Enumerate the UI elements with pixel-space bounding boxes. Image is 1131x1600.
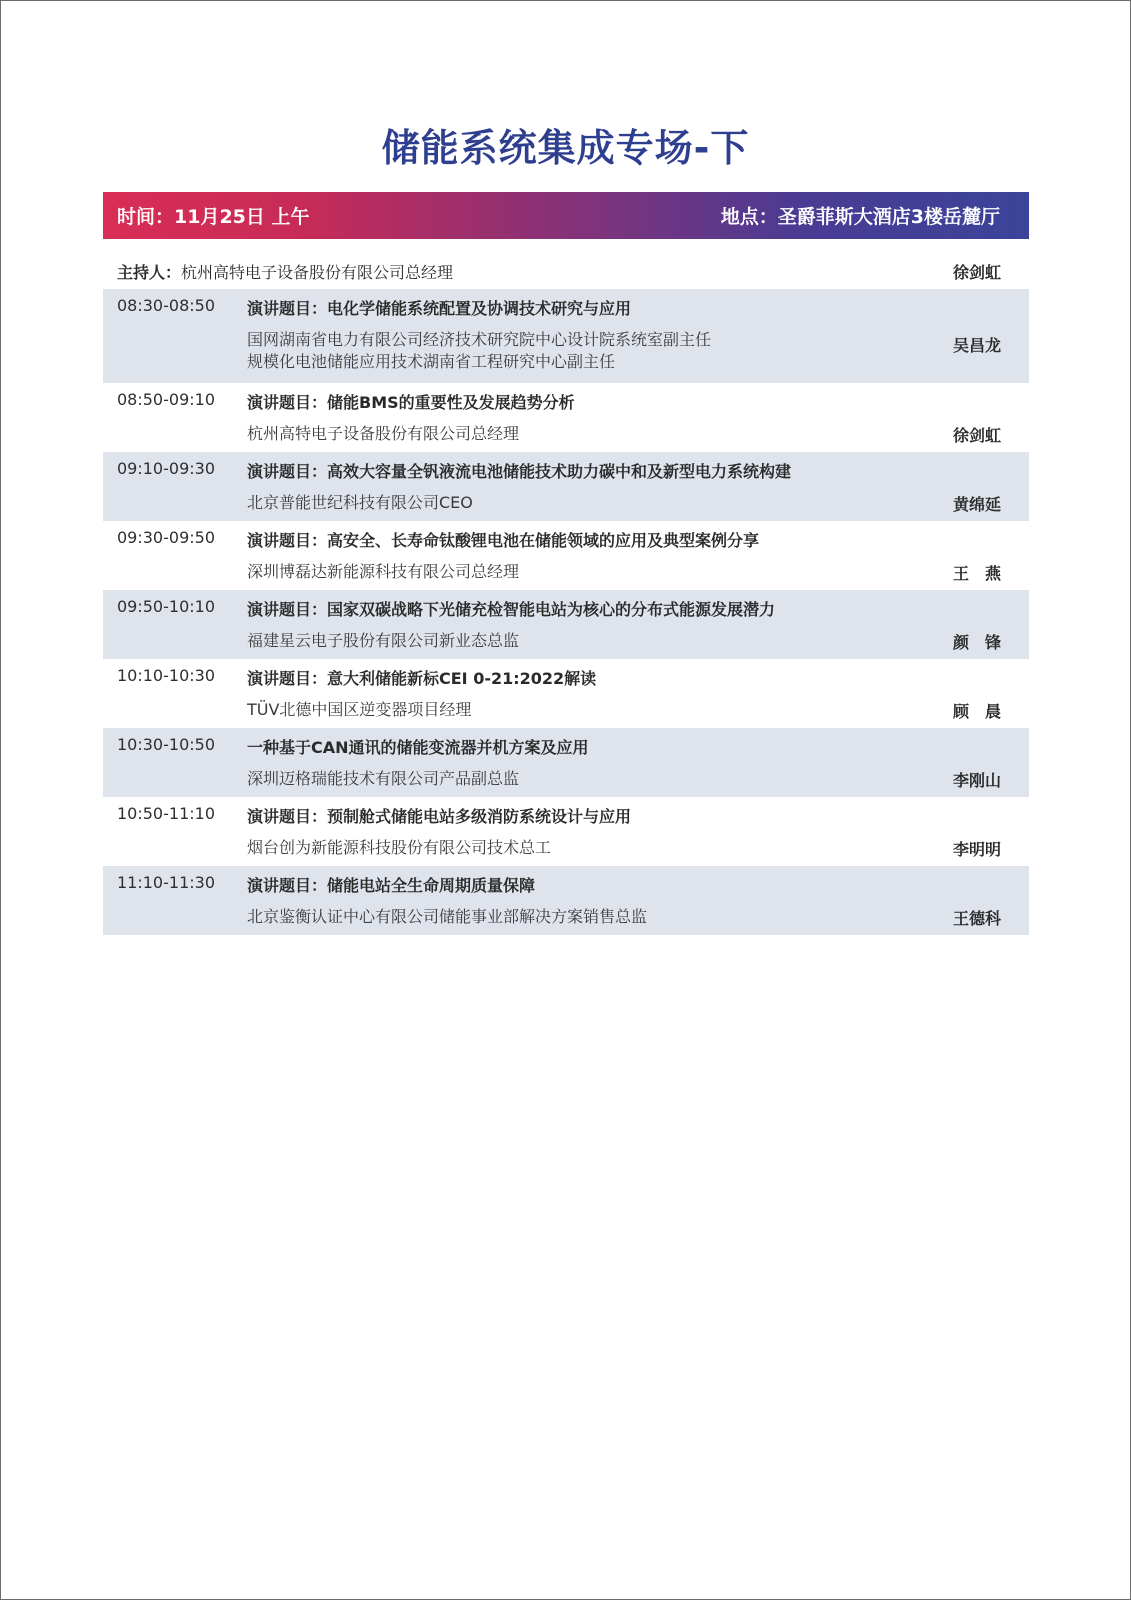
affiliation-line: 烟台创为新能源科技股份有限公司技术总工 (247, 838, 552, 857)
agenda-time: 08:30-08:50 (117, 296, 215, 315)
agenda-row (103, 728, 1029, 797)
agenda-row (103, 590, 1029, 659)
affiliation-line: TÜV北德中国区逆变器项目经理 (247, 700, 472, 719)
speaker-name: 李明明 (952, 840, 1001, 859)
agenda-topic: 演讲题目：国家双碳战略下光储充检智能电站为核心的分布式能源发展潜力 (247, 600, 776, 619)
speaker-name: 徐剑虹 (952, 426, 1001, 445)
speaker-name: 顾 晨 (952, 702, 1001, 721)
agenda-topic: 演讲题目：预制舱式储能电站多级消防系统设计与应用 (247, 807, 632, 826)
affiliation-line: 北京鉴衡认证中心有限公司储能事业部解决方案销售总监 (247, 907, 648, 926)
agenda-row (103, 866, 1029, 935)
agenda-topic: 演讲题目：储能BMS的重要性及发展趋势分析 (247, 393, 575, 412)
agenda-time: 09:50-10:10 (117, 597, 215, 616)
speaker-name: 李刚山 (952, 771, 1001, 790)
agenda-row (103, 797, 1029, 866)
agenda-topic: 一种基于CAN通讯的储能变流器并机方案及应用 (247, 738, 589, 757)
page-title: 储能系统集成专场-下 (381, 126, 750, 170)
speaker-affiliation (247, 561, 519, 583)
agenda-row (103, 452, 1029, 521)
agenda-time: 10:10-10:30 (117, 666, 215, 685)
speaker-name: 颜 锋 (952, 633, 1001, 652)
session-list (103, 289, 1029, 935)
agenda-topic: 演讲题目：高效大容量全钒液流电池储能技术助力碳中和及新型电力系统构建 (247, 462, 792, 481)
speaker-affiliation (247, 837, 551, 859)
agenda-time: 09:10-09:30 (117, 459, 215, 478)
affiliation-line: 国网湖南省电力有限公司经济技术研究院中心设计院系统室副主任 (247, 330, 712, 349)
affiliation-line: 北京普能世纪科技有限公司CEO (247, 493, 473, 512)
host-org: 杭州高特电子设备股份有限公司总经理 (181, 262, 454, 282)
speaker-affiliation (247, 699, 471, 721)
time-location-banner (103, 192, 1029, 239)
agenda-time: 11:10-11:30 (117, 873, 215, 892)
speaker-name: 王德科 (952, 909, 1001, 928)
speaker-affiliation (247, 630, 519, 652)
session-time: 时间：11月25日 上午 (117, 206, 310, 228)
speaker-affiliation (247, 492, 473, 514)
speaker-name: 黄绵延 (952, 495, 1001, 514)
agenda-time: 10:30-10:50 (117, 735, 215, 754)
agenda-row (103, 383, 1029, 452)
host-label: 主持人： (117, 262, 182, 282)
host-name: 徐剑虹 (952, 262, 1001, 282)
agenda-table (103, 253, 1029, 935)
speaker-name: 王 燕 (952, 564, 1001, 583)
affiliation-line: 福建星云电子股份有限公司新业态总监 (247, 631, 520, 650)
speaker-affiliation (247, 906, 647, 928)
speaker-affiliation (247, 329, 711, 373)
speaker-name: 吴昌龙 (952, 336, 1001, 355)
agenda-topic: 演讲题目：高安全、长寿命钛酸锂电池在储能领域的应用及典型案例分享 (247, 531, 760, 550)
host-row (103, 253, 1029, 289)
agenda-row (103, 659, 1029, 728)
agenda-time: 09:30-09:50 (117, 528, 215, 547)
affiliation-line: 深圳博磊达新能源科技有限公司总经理 (247, 562, 520, 581)
affiliation-line: 规模化电池储能应用技术湖南省工程研究中心副主任 (247, 352, 616, 371)
affiliation-line: 深圳迈格瑞能技术有限公司产品副总监 (247, 769, 520, 788)
agenda-row (103, 521, 1029, 590)
session-location: 地点：圣爵菲斯大酒店3楼岳麓厅 (720, 206, 1000, 228)
affiliation-line: 杭州高特电子设备股份有限公司总经理 (247, 424, 520, 443)
agenda-topic: 演讲题目：电化学储能系统配置及协调技术研究与应用 (247, 299, 632, 318)
agenda-time: 08:50-09:10 (117, 390, 215, 409)
speaker-affiliation (247, 768, 519, 790)
agenda-row (103, 289, 1029, 383)
agenda-time: 10:50-11:10 (117, 804, 215, 823)
agenda-topic: 演讲题目：意大利储能新标CEI 0-21:2022解读 (247, 669, 597, 688)
speaker-affiliation (247, 423, 519, 445)
agenda-topic: 演讲题目：储能电站全生命周期质量保障 (247, 876, 536, 895)
